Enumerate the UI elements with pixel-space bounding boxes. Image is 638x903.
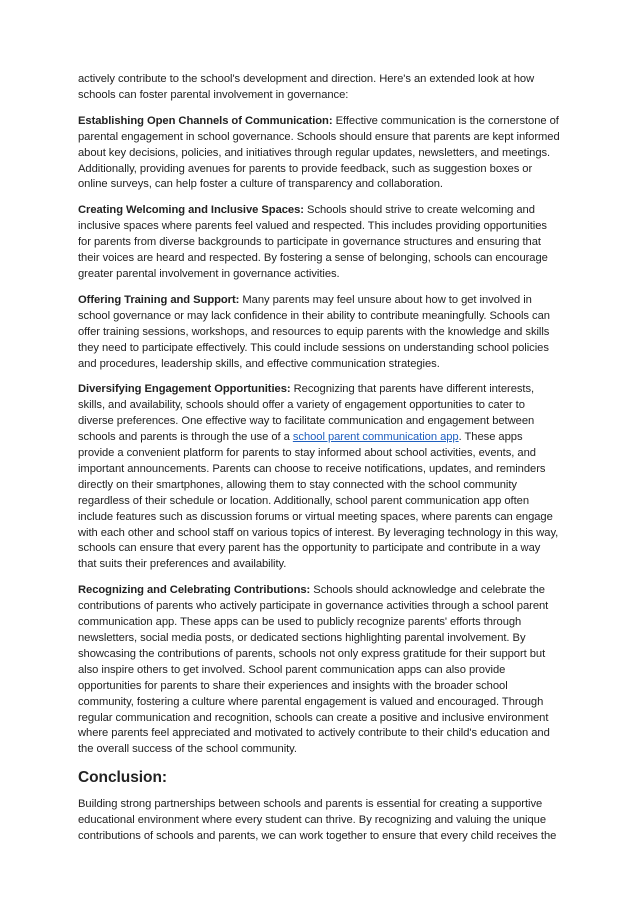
section-body-after-link: . These apps provide a convenient platform for parents to stay informed about school activities, events, and important announcements. Parents can choose to receive notifications, updates, and reminders directly on their smartphones, allowing them to stay connected with the school community regardless of their schedule or location. Additionally, school parent communication app often include features such as discussion forums or virtual meeting spaces, where parents can engage with each other and school staff on various topics of interest. By leveraging technology in this way, schools can ensure that every parent has the opportunity to participate and contribute in a way that suits their preferences and availability. [78, 431, 559, 571]
section-heading: Creating Welcoming and Inclusive Spaces: [78, 204, 304, 217]
section-recognizing-contributions [78, 583, 560, 758]
section-heading: Establishing Open Channels of Communication: [78, 114, 333, 127]
section-diversifying-engagement [78, 382, 560, 573]
section-body: Effective communication is the cornerstone of parental engagement in school governance. Schools should ensure that parents are kept informed about key decisions, policies, and initiatives through regular updates, newsletters, and meetings. Additionally, providing avenues for parents to provide feedback, such as suggestion boxes or online surveys, can help foster a culture of transparency and collaboration. [78, 114, 560, 191]
section-training-support [78, 293, 560, 373]
section-heading: Recognizing and Celebrating Contributions: [78, 584, 311, 597]
intro-paragraph: actively contribute to the school's development and direction. Here's an extended look at how schools can foster parental involvement in governance: [78, 73, 535, 101]
section-body: Many parents may feel unsure about how to get involved in school governance or may lack confidence in their ability to contribute meaningfully. Schools can offer training sessions, workshops, and resources to equip parents with the knowledge and skills they need to participate effectively. This could include sessions on understanding school policies and procedures, leadership skills, and effective communication strategies. [78, 293, 550, 370]
conclusion-heading: Conclusion: [78, 769, 167, 787]
section-heading: Offering Training and Support: [78, 293, 240, 306]
section-body-before-link: Recognizing that parents have different interests, skills, and availability, schools should offer a variety of engagement opportunities to cater to diverse preferences. One effective way to facilitate communication and engagement between schools and parents is through the use of a [78, 383, 535, 444]
conclusion-paragraph: Building strong partnerships between schools and parents is essential for creating a supportive educational environment where every student can thrive. By recognizing and valuing the unique contributions of schools and parents, we can work together to ensure that every child receives the [78, 798, 557, 843]
section-welcoming-spaces [78, 203, 560, 283]
section-open-channels [78, 114, 560, 194]
section-body: Schools should acknowledge and celebrate the contributions of parents who actively participate in governance activities through a school parent communication app. These apps can be used to publicly recognize parents' efforts through newsletters, social media posts, or dedicated sections highlighting parental involvement. By showcasing the contributions of parents, schools not only express gratitude for their support but also inspire others to get involved. School parent communication apps can also provide opportunities for parents to share their experiences and insights with the broader school community, fostering a culture where parental engagement is valued and encouraged. Through regular communication and recognition, schools can create a positive and inclusive environment where parents feel appreciated and motivated to actively contribute to their child's education and the overall success of the school community. [78, 584, 550, 756]
section-heading: Diversifying Engagement Opportunities: [78, 383, 291, 396]
school-parent-communication-app-link[interactable]: school parent communication app [292, 431, 459, 444]
section-body: Schools should strive to create welcoming and inclusive spaces where parents feel valued and respected. This includes providing opportunities for parents from diverse backgrounds to participate in governance structures and ensuring that their voices are heard and respected. By fostering a sense of belonging, schools can encourage greater parental involvement in governance activities. [78, 204, 548, 280]
document-page [78, 72, 560, 855]
